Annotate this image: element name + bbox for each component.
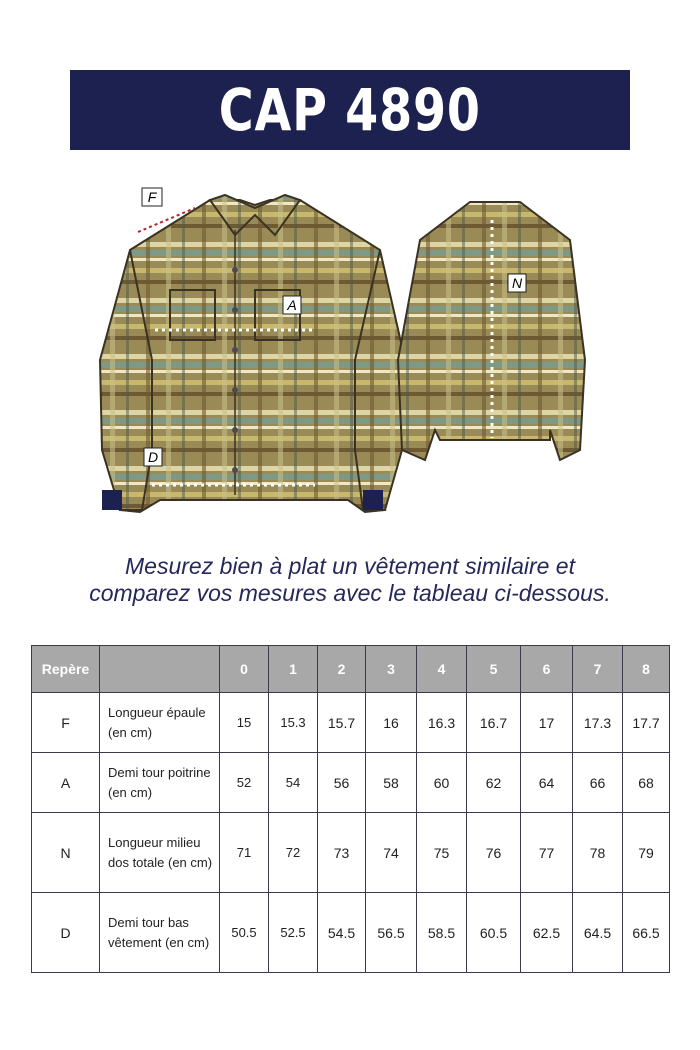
- cell-value: 77: [521, 813, 573, 893]
- cell-value: 64: [521, 753, 573, 813]
- marker-a-label: A: [287, 297, 297, 313]
- header-size-4: 4: [417, 646, 467, 693]
- cell-value: 17: [521, 693, 573, 753]
- shirt-illustration: [80, 180, 620, 520]
- page-title: CAP 4890: [218, 76, 482, 144]
- header-label: [100, 646, 220, 693]
- cell-value: 15.7: [318, 693, 366, 753]
- marker-d: [144, 448, 162, 466]
- cell-value: 62.5: [521, 893, 573, 973]
- cell-value: 79: [623, 813, 670, 893]
- cell-value: 60.5: [467, 893, 521, 973]
- table-row: [32, 753, 670, 813]
- row-label: Longueur épaule (en cm): [100, 693, 220, 753]
- table-row: [32, 813, 670, 893]
- row-label: Demi tour poitrine (en cm): [100, 753, 220, 813]
- cell-value: 73: [318, 813, 366, 893]
- row-code: N: [32, 813, 100, 893]
- shirt-back: [398, 202, 585, 460]
- cell-value: 66: [573, 753, 623, 813]
- row-label: Demi tour bas vêtement (en cm): [100, 893, 220, 973]
- cell-value: 56: [318, 753, 366, 813]
- header-size-6: 6: [521, 646, 573, 693]
- instructions-line-2: comparez vos mesures avec le tableau ci-dessous.: [89, 580, 611, 606]
- cell-value: 75: [417, 813, 467, 893]
- header-size-1: 1: [269, 646, 318, 693]
- marker-n: [508, 274, 526, 292]
- cell-value: 58: [366, 753, 417, 813]
- cell-value: 15: [220, 693, 269, 753]
- marker-f: [142, 188, 162, 206]
- cell-value: 64.5: [573, 893, 623, 973]
- cell-value: 74: [366, 813, 417, 893]
- cell-value: 58.5: [417, 893, 467, 973]
- cell-value: 76: [467, 813, 521, 893]
- row-label: Longueur milieu dos totale (en cm): [100, 813, 220, 893]
- instructions: [40, 553, 660, 607]
- marker-f-label: F: [147, 189, 157, 205]
- row-code: A: [32, 753, 100, 813]
- cell-value: 62: [467, 753, 521, 813]
- marker-n-label: N: [511, 275, 523, 291]
- header-size-5: 5: [467, 646, 521, 693]
- cell-value: 72: [269, 813, 318, 893]
- cell-value: 66.5: [623, 893, 670, 973]
- size-table: [31, 645, 670, 973]
- cell-value: 52.5: [269, 893, 318, 973]
- cell-value: 56.5: [366, 893, 417, 973]
- cell-value: 17.3: [573, 693, 623, 753]
- cell-value: 17.7: [623, 693, 670, 753]
- cell-value: 68: [623, 753, 670, 813]
- header-repere: Repère: [32, 646, 100, 693]
- cell-value: 54.5: [318, 893, 366, 973]
- instructions-line-1: Mesurez bien à plat un vêtement similaire et: [125, 553, 575, 579]
- cell-value: 16.3: [417, 693, 467, 753]
- header-size-7: 7: [573, 646, 623, 693]
- cell-value: 52: [220, 753, 269, 813]
- marker-a: [283, 296, 301, 314]
- cell-value: 15.3: [269, 693, 318, 753]
- cell-value: 16.7: [467, 693, 521, 753]
- row-code: F: [32, 693, 100, 753]
- marker-d-label: D: [147, 449, 159, 465]
- cell-value: 71: [220, 813, 269, 893]
- title-banner: [70, 70, 630, 150]
- cell-value: 50.5: [220, 893, 269, 973]
- cell-value: 16: [366, 693, 417, 753]
- table-header-row: [32, 646, 670, 693]
- table-row: [32, 893, 670, 973]
- cell-value: 54: [269, 753, 318, 813]
- header-size-2: 2: [318, 646, 366, 693]
- cell-value: 60: [417, 753, 467, 813]
- table-row: [32, 693, 670, 753]
- header-size-8: 8: [623, 646, 670, 693]
- cell-value: 78: [573, 813, 623, 893]
- header-size-3: 3: [366, 646, 417, 693]
- header-size-0: 0: [220, 646, 269, 693]
- row-code: D: [32, 893, 100, 973]
